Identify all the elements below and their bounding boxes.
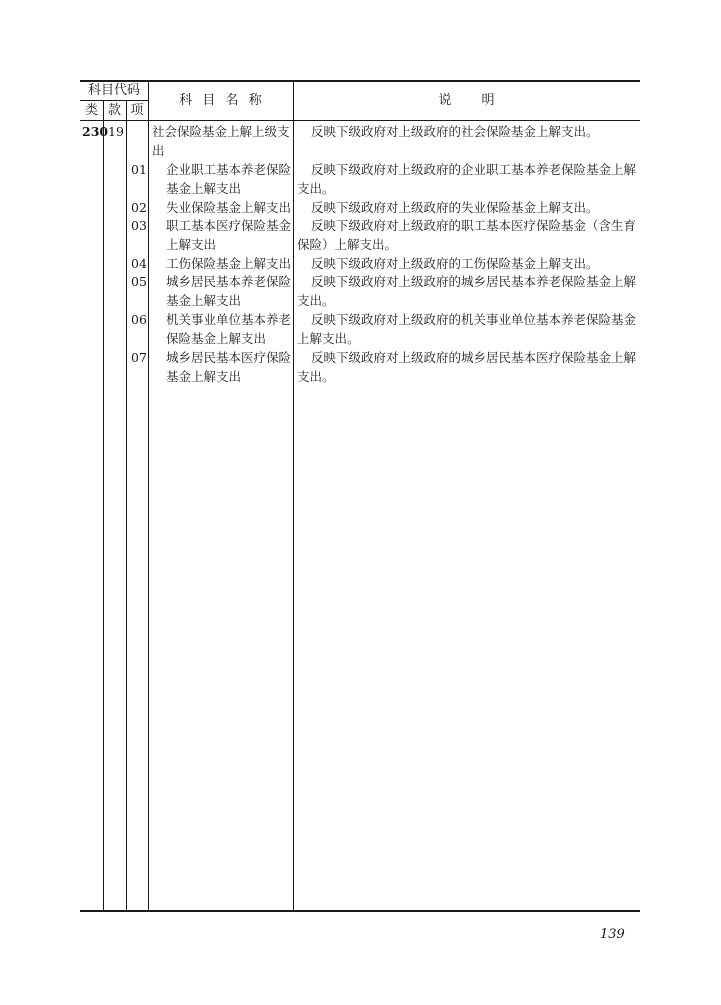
main-row-kuan: 19	[108, 124, 124, 139]
item-01-desc: 反映下级政府对上级政府的企业职工基本养老保险基金上解支出。	[297, 162, 637, 196]
item-06-desc: 反映下级政府对上级政府的机关事业单位基本养老保险基金上解支出。	[297, 312, 637, 346]
item-01-name: 企业职工基本养老保险基金上解支出	[166, 162, 292, 196]
col-divider-code	[148, 80, 149, 910]
item-04-name: 工伤保险基金上解支出	[166, 256, 292, 271]
header-xiang: 项	[130, 103, 144, 118]
col-divider-kuan	[126, 100, 127, 910]
main-row-name: 社会保险基金上解上级支出	[152, 124, 290, 158]
main-row-desc: 反映下级政府对上级政府的社会保险基金上解支出。	[311, 124, 599, 139]
item-03-desc: 反映下级政府对上级政府的职工基本医疗保险基金（含生育保险）上解支出。	[297, 218, 637, 252]
item-01-code: 01	[131, 162, 147, 177]
header-kuan: 款	[107, 103, 121, 118]
item-02-code: 02	[131, 200, 147, 215]
item-03-name: 职工基本医疗保险基金上解支出	[166, 218, 292, 252]
item-07-name: 城乡居民基本医疗保险基金上解支出	[166, 350, 292, 384]
item-05-desc: 反映下级政府对上级政府的城乡居民基本养老保险基金上解支出。	[297, 274, 637, 308]
table-top-rule	[80, 80, 640, 82]
header-bottom-rule	[80, 120, 640, 121]
header-name: 科 目 名 称	[179, 93, 262, 108]
item-03-code: 03	[131, 218, 147, 233]
item-04-desc: 反映下级政府对上级政府的工伤保险基金上解支出。	[311, 256, 599, 271]
item-05-name: 城乡居民基本养老保险基金上解支出	[166, 274, 292, 308]
col-divider-lei	[103, 100, 104, 910]
table-bottom-rule	[80, 910, 640, 912]
main-row-lei: 230	[82, 124, 109, 139]
item-02-name: 失业保险基金上解支出	[166, 200, 292, 215]
item-06-code: 06	[131, 312, 147, 327]
header-desc: 说 明	[438, 93, 495, 108]
page-number: 139	[600, 927, 625, 942]
item-02-desc: 反映下级政府对上级政府的失业保险基金上解支出。	[311, 200, 599, 215]
header-code-group: 科目代码	[87, 83, 140, 98]
item-04-code: 04	[131, 256, 147, 271]
item-05-code: 05	[131, 274, 147, 289]
col-divider-name	[293, 80, 294, 910]
item-07-desc: 反映下级政府对上级政府的城乡居民基本医疗保险基金上解支出。	[297, 350, 637, 384]
item-07-code: 07	[131, 350, 147, 365]
header-lei: 类	[84, 103, 98, 118]
item-06-name: 机关事业单位基本养老保险基金上解支出	[166, 312, 292, 346]
